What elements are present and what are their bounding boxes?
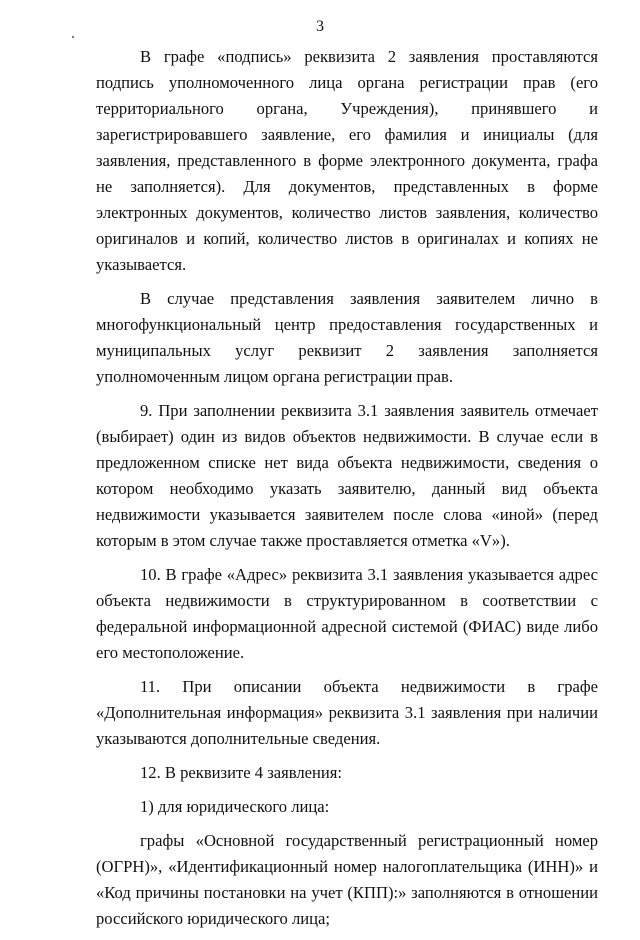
paragraph-legal-entity-fields: графы «Основной государственный регистрационный номер (ОГРН)», «Идентификационный номер налогоплательщика (ИНН)» и «Код причины постановки на учет (КПП):» заполняются в отношении российского юридического лица; [96,831,598,928]
paragraph-item-10: 10. В графе «Адрес» реквизита 3.1 заявления указывается адрес объекта недвижимости в структурированном в соответствии с федеральной информационной адресной системой (ФИАС) виде либо его местоположение. [96,565,598,662]
paragraph-item-9: 9. При заполнении реквизита 3.1 заявления заявитель отмечает (выбирает) один из видов объектов недвижимости. В случае если в предложенном списке нет вида объекта недвижимости, сведения о котором необходимо указать заявителю, данный вид объекта недвижимости указывается заявителем после слова «иной» (перед которым в этом случае также проставляется отметка «V»). [96,401,598,550]
paragraph-signature-field: В графе «подпись» реквизита 2 заявления проставляются подпись уполномоченного лица органа регистрации прав (его территориального органа, Учреждения), принявшего и зарегистрировавшего заявление, его фамилия и инициалы (для заявления, представленного в форме электронного документа, графа не заполняется). Для документов, представленных в форме электронных документов, количество листов заявления, количество оригиналов и копий, количество листов в оригиналах и копиях не указывается. [96,47,598,274]
document-body [96,44,598,940]
scan-speck [72,36,74,38]
paragraph-mfc-submission: В случае представления заявления заявителем лично в многофункциональный центр предоставления государственных и муниципальных услуг реквизит 2 заявления заполняется уполномоченным лицом органа регистрации прав. [96,289,598,386]
page-number: 3 [316,18,324,35]
paragraph-item-12: 12. В реквизите 4 заявления: [140,763,343,782]
paragraph-item-12-1: 1) для юридического лица: [140,797,330,816]
paragraph-item-11: 11. При описании объекта недвижимости в графе «Дополнительная информация» реквизита 3.1 заявления при наличии указываются дополнительные сведения. [96,677,598,748]
